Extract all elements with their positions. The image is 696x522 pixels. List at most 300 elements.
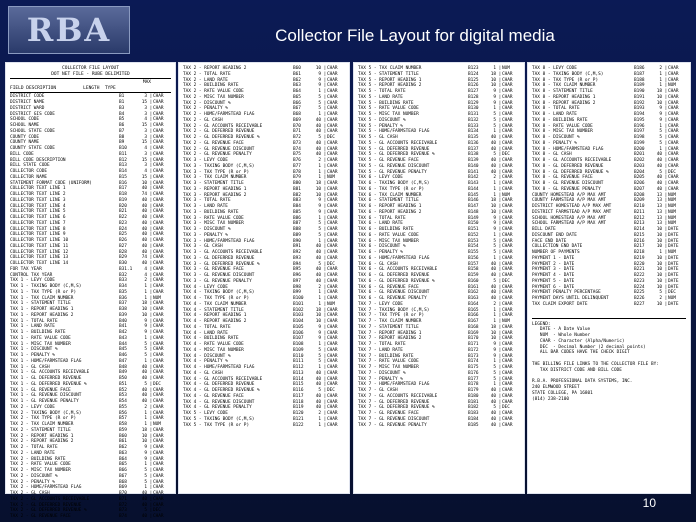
legend-line: DATE - A Date Value: [532, 327, 591, 333]
layout-column-2: [178, 62, 350, 494]
column-separator: |: [498, 106, 502, 112]
field-name: TAX 7 - MISC TAX NUMBER: [358, 365, 419, 370]
field-length: 40: [141, 220, 147, 226]
field-name: COLLECTOR TEXT LINE 12: [10, 249, 69, 255]
field-type: CHAR: [502, 244, 513, 250]
field-length: 5: [493, 117, 496, 123]
field-type: CHAR: [327, 267, 338, 273]
field-position: B91: [293, 244, 301, 250]
field-type: CHAR: [668, 129, 679, 135]
field-length: 74: [141, 192, 147, 198]
field-type: CHAR: [502, 296, 513, 301]
field-length: 13: [656, 209, 662, 215]
field-name: TAX 2 - RATE VALUE CODE: [183, 89, 244, 94]
field-position: B221: [634, 267, 645, 273]
field-type: CHAR: [502, 399, 513, 405]
field-name: TAX 2 - DISCOUNT %: [10, 473, 58, 479]
field-position: B39: [119, 312, 127, 318]
column-separator: |: [149, 353, 153, 359]
field-length: 10: [656, 238, 662, 244]
field-position: B134: [468, 129, 479, 135]
field-position: B192: [634, 100, 645, 106]
field-name: TAX 8 - GL REVENUE FACE: [532, 175, 593, 181]
field-name: TAX 3 - GL REVENUE DISCOUNT: [183, 273, 255, 278]
field-name: TAX 6 - BUILDING RATE: [358, 227, 414, 232]
field-type: CHAR: [153, 226, 164, 232]
column-separator: |: [664, 123, 668, 129]
field-position: B76: [293, 158, 301, 163]
field-name: TAX 7 - LAND RATE: [358, 347, 403, 353]
field-name: TAX 2 - GL REVENUE FACE: [183, 140, 244, 146]
field-name: TAX 7 - STATEMENT TITLE: [358, 324, 419, 330]
field-position: B191: [634, 94, 645, 100]
column-separator: |: [149, 410, 153, 416]
field-length: 40: [141, 197, 147, 203]
field-length: 1: [659, 123, 662, 129]
field-length: 10: [656, 301, 662, 307]
field-type: CHAR: [327, 399, 338, 405]
field-length: 9: [659, 106, 662, 112]
field-length: 10: [141, 307, 147, 313]
field-length: 40: [315, 152, 321, 158]
column-separator: |: [664, 112, 668, 117]
column-separator: |: [149, 462, 153, 468]
field-name: TAX 4 - GL DEFERRED REVENUE %: [183, 388, 260, 393]
field-position: B127: [468, 89, 479, 94]
field-type: CHAR: [502, 135, 513, 140]
field-length: 5: [493, 250, 496, 255]
field-list: [183, 66, 345, 428]
field-length: 15: [141, 100, 147, 106]
field-type: CHAR: [153, 353, 164, 359]
field-type: CHAR: [327, 296, 338, 301]
field-name: TAX 1 - REPORT HEADING 2: [10, 312, 74, 318]
field-name: TAX 2 - GL REVENUE DISCOUNT: [183, 146, 255, 152]
column-separator: |: [498, 330, 502, 336]
field-length: 15: [141, 123, 147, 129]
column-separator: |: [149, 146, 153, 152]
field-name: TAX 7 - TAX TYPE (R or P): [358, 313, 425, 319]
field-length: 2: [318, 284, 321, 290]
field-length: 9: [318, 336, 321, 342]
field-name: TAX 4 - GL REVENUE DISCOUNT: [183, 399, 255, 405]
field-type: CHAR: [153, 364, 164, 370]
field-name: TAX 5 - GL DEFERRED REVENUE: [358, 146, 430, 152]
field-name: TAX 7 - HOME/FARMSTEAD FLAG: [358, 382, 430, 388]
field-position: B121: [293, 416, 304, 422]
field-type: CHAR: [327, 232, 338, 238]
field-position: B172: [468, 347, 479, 353]
field-position: B151: [468, 227, 479, 232]
field-length: 1: [659, 83, 662, 89]
field-position: B8: [119, 134, 125, 140]
field-length: 1: [493, 129, 496, 135]
column-separator: |: [664, 232, 668, 238]
column-separator: |: [664, 129, 668, 135]
field-length: 4: [144, 117, 147, 123]
column-separator: |: [664, 106, 668, 112]
field-type: CHAR: [502, 181, 513, 186]
field-name: TAX 3 - REPORT HEADING 1: [183, 186, 247, 192]
field-name: TAX 4 - TAX CLAIM NUMBER: [183, 301, 247, 307]
field-type: CHAR: [327, 77, 338, 83]
field-type: CHAR: [327, 382, 338, 388]
field-position: B181: [468, 399, 479, 405]
field-name: TAX 5 - REPORT HEADING 1: [358, 77, 422, 83]
field-type: CHAR: [327, 66, 338, 71]
field-name: TAX 1 - GL REVENUE PENALTY: [10, 399, 79, 405]
field-type: CHAR: [668, 117, 679, 123]
field-type: CHAR: [668, 106, 679, 112]
column-separator: |: [323, 209, 327, 215]
field-type: CHAR: [327, 278, 338, 284]
legend-text: [532, 322, 686, 403]
column-separator: |: [149, 289, 153, 295]
field-length: 15: [141, 157, 147, 163]
column-separator: |: [149, 226, 153, 232]
field-length: 18: [315, 307, 321, 313]
column-separator: |: [323, 135, 327, 140]
field-length: 1: [493, 106, 496, 112]
field-position: B190: [634, 89, 645, 94]
field-type: CHAR: [327, 100, 338, 106]
field-position: B199: [634, 140, 645, 146]
column-separator: |: [498, 370, 502, 376]
field-type: DEC: [502, 152, 510, 158]
field-type: DATE: [668, 244, 679, 250]
field-type: CHAR: [327, 336, 338, 342]
field-type: CHAR: [153, 370, 164, 376]
field-name: FACE END DATE: [532, 238, 567, 244]
field-type: CHAR: [502, 129, 513, 135]
field-position: B206: [634, 181, 645, 186]
field-name: TAX 1 - GL DEFERRED REVENUE %: [10, 381, 87, 387]
field-position: B74: [119, 514, 127, 520]
field-type: CHAR: [153, 479, 164, 485]
field-name: TAX 3 - HOME/FARMSTEAD FLAG: [183, 238, 255, 244]
field-position: B111: [293, 359, 304, 365]
field-name: TAX 5 - HOME/FARMSTEAD FLAG: [358, 129, 430, 135]
field-type: CHAR: [153, 249, 164, 255]
field-length: 1: [144, 284, 147, 290]
field-length: 9: [318, 77, 321, 83]
logo-text: RBA: [26, 11, 112, 49]
column-separator: |: [323, 198, 327, 204]
field-length: 1: [659, 77, 662, 83]
field-type: CHAR: [153, 496, 164, 502]
field-length: 40: [141, 226, 147, 232]
field-name: TAX 2 - LAND RATE: [183, 77, 228, 83]
field-position: B202: [634, 158, 645, 163]
column-separator: |: [149, 514, 153, 520]
field-length: 40: [315, 405, 321, 411]
field-name: TAX 7 - REPORT HEADING 1: [358, 330, 422, 336]
field-name: COLLECTOR CODE: [10, 169, 48, 175]
field-name: TAX 6 - TAXING BODY (C,M,S): [358, 181, 430, 186]
column-separator: |: [323, 324, 327, 330]
field-name: TAX 7 - GL DEFERRED REVENUE: [358, 399, 430, 405]
field-position: B164: [468, 301, 479, 307]
field-position: B120: [293, 411, 304, 416]
field-length: 40: [315, 370, 321, 376]
field-length: 5: [659, 135, 662, 140]
column-separator: |: [323, 112, 327, 117]
field-length: 5: [144, 347, 147, 353]
field-type: CHAR: [327, 123, 338, 129]
field-name: TAX 6 - GL DEFERRED REVENUE %: [358, 278, 435, 284]
field-length: 1: [493, 255, 496, 261]
field-type: CHAR: [502, 227, 513, 232]
column-separator: |: [498, 376, 502, 382]
field-position: B52: [119, 387, 127, 393]
field-name: TAX 4 - LEVY CODE: [183, 284, 228, 290]
column-separator: |: [149, 111, 153, 117]
field-position: B30: [119, 261, 127, 267]
field-length: 2: [144, 404, 147, 410]
field-name: NUMBER OF PAYMENTS: [532, 250, 580, 255]
field-length: 9: [493, 94, 496, 100]
field-type: CHAR: [502, 250, 513, 255]
column-separator: |: [149, 456, 153, 462]
field-type: CHAR: [502, 336, 513, 342]
field-length: 40: [315, 244, 321, 250]
field-name: TAX 2 - LAND RATE: [10, 450, 55, 456]
field-type: CHAR: [153, 163, 164, 169]
field-name: TAX 2 - REPORT HEADING 2: [10, 439, 74, 445]
field-position: B101: [293, 301, 304, 307]
field-type: CHAR: [153, 427, 164, 433]
field-position: B50: [119, 376, 127, 382]
field-type: CHAR: [502, 273, 513, 278]
field-type: CHAR: [502, 342, 513, 347]
field-position: B47: [119, 358, 127, 364]
field-length: 2: [659, 296, 662, 301]
field-length: 1: [659, 71, 662, 77]
field-position: B169: [468, 330, 479, 336]
rba-logo: [8, 6, 130, 54]
field-position: B94: [293, 261, 301, 267]
field-length: 1: [318, 238, 321, 244]
field-name: TAX 6 - REPORT HEADING 2: [358, 209, 422, 215]
field-type: CHAR: [327, 273, 338, 278]
field-position: B28: [119, 249, 127, 255]
column-separator: |: [498, 204, 502, 209]
column-separator: |: [664, 169, 668, 175]
field-name: TAX 2 - GL DEFERRED REVENUE %: [183, 135, 260, 140]
field-type: DEC: [502, 278, 510, 284]
field-length: 40: [315, 382, 321, 388]
field-type: NUM: [668, 221, 676, 227]
field-type: NUM: [327, 175, 335, 181]
field-name: TAX 3 - RATE VALUE CODE: [183, 215, 244, 221]
column-separator: |: [498, 342, 502, 347]
column-separator: |: [498, 152, 502, 158]
column-separator: |: [498, 416, 502, 422]
field-length: 40: [490, 169, 496, 175]
field-name: TAX 2 - GL REVENUE PENALTY: [183, 152, 252, 158]
field-name: TAX 7 - GL CASH: [358, 388, 398, 393]
column-separator: |: [149, 404, 153, 410]
field-type: CHAR: [153, 192, 164, 198]
field-position: B218: [634, 250, 645, 255]
field-row: [10, 514, 171, 520]
field-position: B86: [293, 215, 301, 221]
field-type: CHAR: [327, 284, 338, 290]
field-position: B168: [468, 324, 479, 330]
field-length: 1: [493, 307, 496, 313]
column-separator: |: [149, 433, 153, 439]
column-separator: |: [323, 117, 327, 123]
field-name: TAX 7 - GL REVENUE FACE: [358, 411, 419, 416]
field-name: TAX 4 - TAX TYPE (R or P): [183, 296, 250, 301]
field-length: 15: [141, 174, 147, 180]
field-length: 40: [141, 364, 147, 370]
column-separator: |: [149, 255, 153, 261]
field-position: B207: [634, 186, 645, 192]
field-type: DATE: [668, 255, 679, 261]
field-position: B79: [293, 175, 301, 181]
field-length: 9: [493, 215, 496, 221]
field-name: TAX 8 - RATE VALUE CODE: [532, 123, 593, 129]
field-length: 40: [141, 491, 147, 497]
field-type: CHAR: [502, 365, 513, 370]
field-type: CHAR: [502, 330, 513, 336]
column-separator: |: [323, 158, 327, 163]
field-length: 40: [315, 278, 321, 284]
field-position: B157: [468, 261, 479, 267]
field-name: TAX 4 - GL REVENUE PENALTY: [183, 405, 252, 411]
field-type: CHAR: [502, 221, 513, 227]
field-position: B137: [468, 146, 479, 152]
field-position: B142: [468, 175, 479, 181]
field-position: B22: [119, 215, 127, 221]
field-type: CHAR: [668, 140, 679, 146]
field-length: 5: [144, 381, 147, 387]
field-name: PAYMENT 3 - DATE: [532, 267, 575, 273]
field-type: DATE: [668, 267, 679, 273]
field-name: TAX 2 - TOTAL RATE: [10, 445, 58, 451]
field-length: 5: [493, 112, 496, 117]
field-position: B92: [293, 250, 301, 255]
field-name: TAX 8 - GL DEFERRED REVENUE: [532, 163, 604, 169]
field-type: CHAR: [668, 71, 679, 77]
field-position: B182: [468, 405, 479, 411]
field-name: TAX 1 - GL REVENUE FACE: [10, 387, 71, 393]
field-type: CHAR: [153, 502, 164, 508]
field-length: 2: [659, 66, 662, 71]
column-separator: |: [149, 174, 153, 180]
field-length: 1: [493, 313, 496, 319]
field-length: 13: [656, 204, 662, 209]
field-length: 10: [490, 336, 496, 342]
column-separator: |: [149, 330, 153, 336]
field-type: NUM: [502, 319, 510, 324]
field-list: [532, 66, 686, 308]
field-type: CHAR: [327, 342, 338, 347]
field-type: CHAR: [502, 163, 513, 169]
field-position: B179: [468, 388, 479, 393]
column-separator: |: [323, 365, 327, 370]
field-position: B70: [119, 491, 127, 497]
field-position: B6: [119, 123, 125, 129]
column-separator: |: [498, 135, 502, 140]
column-separator: |: [664, 146, 668, 152]
field-position: B100: [293, 296, 304, 301]
column-separator: |: [498, 146, 502, 152]
field-length: 18: [490, 198, 496, 204]
field-length: 2: [493, 301, 496, 307]
column-separator: |: [323, 319, 327, 324]
column-separator: |: [149, 370, 153, 376]
field-position: B98: [293, 284, 301, 290]
field-position: B184: [468, 416, 479, 422]
field-length: 40: [315, 123, 321, 129]
legend-line: STATE COLLEGE, PA 16801: [532, 391, 593, 397]
field-length: 10: [315, 319, 321, 324]
field-name: TAX 3 - PENALTY %: [183, 232, 228, 238]
field-type: CHAR: [502, 267, 513, 273]
field-length: 10: [490, 83, 496, 89]
field-length: 13: [656, 198, 662, 204]
field-position: B60: [119, 433, 127, 439]
field-name: DISTRICT NAME: [10, 100, 45, 106]
field-type: CHAR: [668, 181, 679, 186]
field-name: STATEMENT FORMAT CODE (UNIFORM): [10, 180, 92, 186]
field-length: 1: [493, 319, 496, 324]
field-position: B167: [468, 319, 479, 324]
column-separator: |: [664, 94, 668, 100]
field-length: 10: [656, 100, 662, 106]
field-name: TAX 2 - DISCOUNT %: [183, 100, 231, 106]
field-name: TAX 5 - PENALTY %: [358, 123, 403, 129]
field-type: CHAR: [327, 307, 338, 313]
field-type: CHAR: [502, 382, 513, 388]
field-name: TAX 8 - TOTAL RATE: [532, 106, 580, 112]
field-length: 40: [315, 273, 321, 278]
field-position: B41: [119, 324, 127, 330]
field-position: B197: [634, 129, 645, 135]
field-type: CHAR: [327, 198, 338, 204]
column-separator: |: [498, 267, 502, 273]
field-type: CHAR: [327, 209, 338, 215]
column-separator: |: [664, 204, 668, 209]
field-name: TAX 1 - GL ACCOUNTS RECEIVABLE: [10, 370, 90, 376]
field-position: B54: [119, 399, 127, 405]
field-length: 3: [144, 163, 147, 169]
field-name: COLLECTOR TEXT LINE 11: [10, 243, 69, 249]
field-name: TAX 5 - BUILDING RATE: [358, 100, 414, 106]
field-length: 40: [141, 238, 147, 244]
column-separator: |: [498, 129, 502, 135]
field-type: CHAR: [502, 261, 513, 267]
field-length: 1: [144, 358, 147, 364]
field-type: CHAR: [502, 370, 513, 376]
column-separator: |: [498, 140, 502, 146]
field-position: B69: [293, 117, 301, 123]
field-length: 40: [490, 273, 496, 278]
field-type: CHAR: [153, 462, 164, 468]
column-separator: |: [498, 163, 502, 169]
field-type: CHAR: [502, 393, 513, 399]
field-type: DEC: [502, 405, 510, 411]
field-type: CHAR: [153, 266, 164, 272]
field-length: 9: [493, 100, 496, 106]
column-separator: |: [498, 244, 502, 250]
field-position: B113: [293, 370, 304, 376]
column-separator: |: [664, 261, 668, 267]
column-separator: |: [149, 422, 153, 428]
field-name: TAX 7 - TAX CLAIM NUMBER: [358, 319, 422, 324]
